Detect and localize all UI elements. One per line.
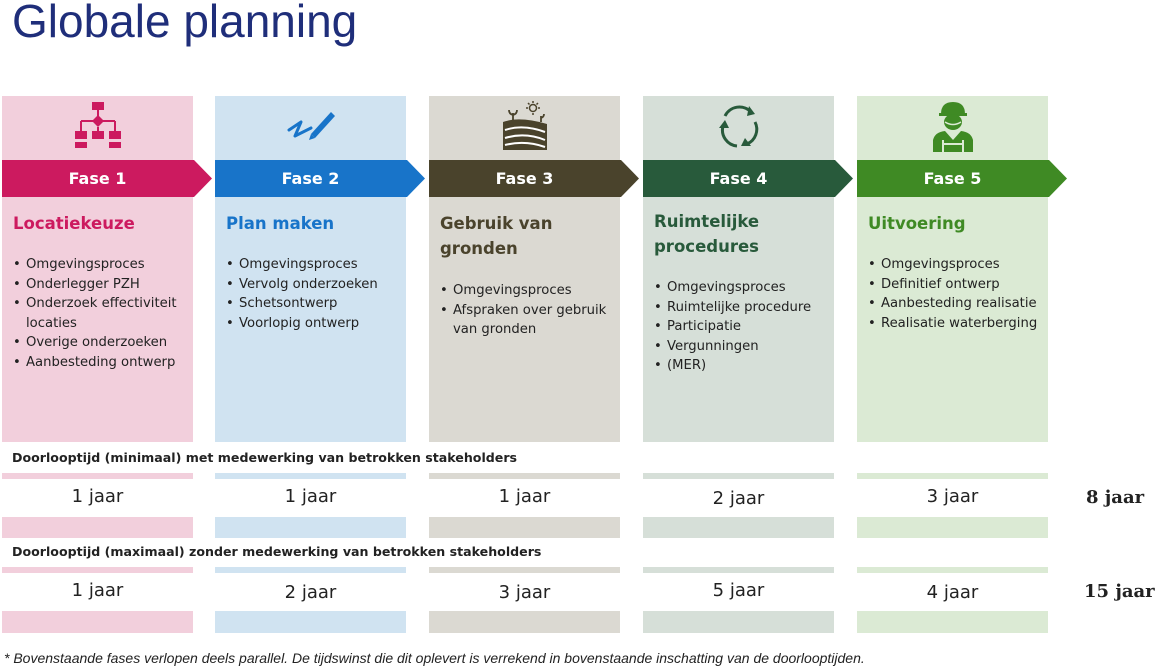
duration-strip — [857, 517, 1048, 538]
pen-icon — [285, 100, 337, 152]
phase-activity-list — [226, 255, 404, 333]
list-item: • Ruimtelijke procedure — [654, 298, 832, 318]
footnote: * Bovenstaande fases verlopen deels parallel. De tijdswinst die dit oplevert is verrekend in bovenstaande inschatting van de doorlooptijden. — [4, 650, 865, 666]
phase-label: Fase 5 — [923, 169, 982, 188]
duration-min: 1 jaar — [498, 486, 551, 507]
duration-min: 3 jaar — [926, 486, 979, 507]
phase-label: Fase 2 — [281, 169, 340, 188]
list-item: • Vervolg onderzoeken — [226, 275, 404, 295]
duration-max: 4 jaar — [926, 582, 979, 603]
phase-activity-list — [440, 281, 618, 340]
field-icon — [499, 100, 551, 152]
list-item: • Overige onderzoeken — [13, 333, 191, 353]
phase-heading: Gebruik van gronden — [440, 214, 553, 258]
duration-strip — [2, 567, 193, 573]
list-item: • Afspraken over gebruik van gronden — [440, 301, 618, 340]
duration-strip — [857, 567, 1048, 573]
list-item: • Definitief ontwerp — [868, 275, 1046, 295]
total-min: 8 jaar — [1086, 487, 1145, 508]
duration-max: 1 jaar — [71, 580, 124, 601]
duration-strip — [429, 611, 620, 633]
page-title: Globale planning — [12, 0, 358, 47]
cycle-icon — [713, 100, 765, 152]
phase-arrow — [643, 160, 854, 197]
duration-strip — [429, 567, 620, 573]
duration-strip — [2, 473, 193, 479]
duration-max: 5 jaar — [712, 580, 765, 601]
duration-strip — [429, 473, 620, 479]
phase-heading: Uitvoering — [868, 214, 966, 233]
worker-icon — [927, 100, 979, 152]
flowchart-icon — [72, 100, 124, 152]
list-item: • Aanbesteding ontwerp — [13, 353, 191, 373]
list-item: • Omgevingsproces — [654, 278, 832, 298]
duration-min: 1 jaar — [284, 486, 337, 507]
duration-min: 2 jaar — [712, 488, 765, 509]
duration-strip — [643, 517, 834, 538]
list-item: • Onderzoek effectiviteit locaties — [13, 294, 191, 333]
phase-arrow — [215, 160, 426, 197]
duration-max: 3 jaar — [498, 582, 551, 603]
list-item: • Vergunningen — [654, 337, 832, 357]
duration-min: 1 jaar — [71, 486, 124, 507]
list-item: • Schetsontwerp — [226, 294, 404, 314]
phase-heading: Ruimtelijke procedures — [654, 212, 760, 256]
phase-arrow — [429, 160, 640, 197]
list-item: • Omgevingsproces — [13, 255, 191, 275]
duration-strip — [2, 517, 193, 538]
duration-strip — [215, 473, 406, 479]
phase-label: Fase 1 — [68, 169, 127, 188]
duration-strip — [429, 517, 620, 538]
phase-arrow — [857, 160, 1068, 197]
phase-activity-list — [654, 278, 832, 376]
duration-strip — [857, 473, 1048, 479]
duration-strip — [215, 611, 406, 633]
duration-strip — [643, 473, 834, 479]
row-min-title: Doorlooptijd (minimaal) met medewerking van betrokken stakeholders — [12, 450, 518, 465]
phase-heading: Locatiekeuze — [13, 214, 135, 233]
list-item: • Omgevingsproces — [226, 255, 404, 275]
list-item: • Omgevingsproces — [440, 281, 618, 301]
phase-arrow — [2, 160, 213, 197]
duration-max: 2 jaar — [284, 582, 337, 603]
row-max-title: Doorlooptijd (maximaal) zonder medewerking van betrokken stakeholders — [12, 544, 542, 559]
phase-label: Fase 4 — [709, 169, 768, 188]
duration-strip — [215, 567, 406, 573]
list-item: • Participatie — [654, 317, 832, 337]
duration-strip — [857, 611, 1048, 633]
phase-heading: Plan maken — [226, 214, 335, 233]
list-item: • Omgevingsproces — [868, 255, 1046, 275]
duration-strip — [643, 567, 834, 573]
duration-strip — [215, 517, 406, 538]
total-max: 15 jaar — [1084, 581, 1155, 602]
list-item: • Onderlegger PZH — [13, 275, 191, 295]
list-item: • Aanbesteding realisatie — [868, 294, 1046, 314]
duration-strip — [2, 611, 193, 633]
phase-activity-list — [13, 255, 191, 373]
duration-strip — [643, 611, 834, 633]
phase-label: Fase 3 — [495, 169, 554, 188]
list-item: • Realisatie waterberging — [868, 314, 1046, 334]
list-item: • Voorlopig ontwerp — [226, 314, 404, 334]
phase-activity-list — [868, 255, 1046, 333]
list-item: • (MER) — [654, 356, 832, 376]
